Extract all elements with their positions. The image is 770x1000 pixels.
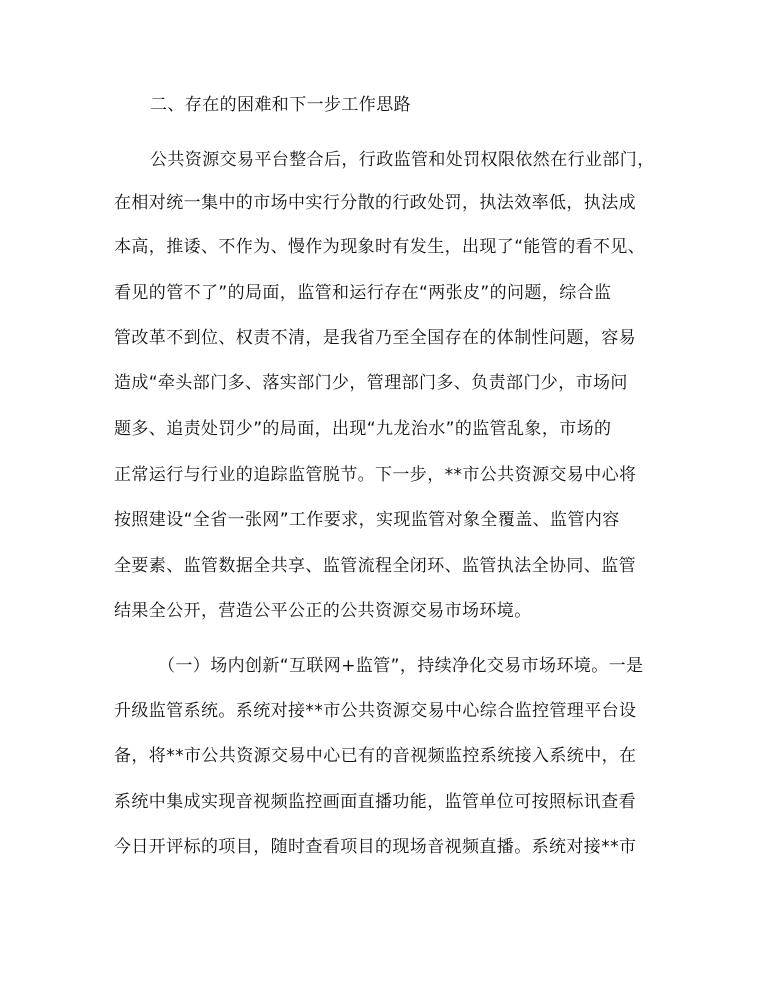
paragraph-line: 在相对统一集中的市场中实行分散的行政处罚，执法效率低，执法成 <box>114 193 636 213</box>
paragraph-line: 看见的管不了”的局面，监管和运行存在“两张皮”的问题，综合监 <box>114 283 612 303</box>
paragraph-line: 今日开评标的项目，随时查看项目的现场音视频直播。系统对接**市 <box>114 837 637 857</box>
paragraph-line: 造成“牵头部门多、落实部门少，管理部门多、负责部门少，市场问 <box>114 373 628 393</box>
paragraph-line: 公共资源交易平台整合后，行政监管和处罚权限依然在行业部门， <box>150 150 655 170</box>
paragraph-line: 系统中集成实现音视频监控画面直播功能，监管单位可按照标讯查看 <box>114 792 636 812</box>
paragraph-line: 本高，推诿、不作为、慢作为现象时有发生，出现了“能管的看不见、 <box>114 237 646 257</box>
paragraph-line: （一）场内创新“互联网+监管”，持续净化交易市场环境。一是 <box>158 656 644 676</box>
paragraph-line: 正常运行与行业的追踪监管脱节。下一步，**市公共资源交易中心将 <box>114 465 637 485</box>
section-heading: 二、存在的困难和下一步工作思路 <box>150 95 411 115</box>
paragraph-line: 升级监管系统。系统对接**市公共资源交易中心综合监控管理平台设 <box>114 701 637 721</box>
paragraph-line: 题多、追责处罚少”的局面，出现“九龙治水”的监管乱象，市场的 <box>114 419 612 439</box>
paragraph-line: 结果全公开，营造公平公正的公共资源交易市场环境。 <box>114 601 532 621</box>
paragraph-line: 备，将**市公共资源交易中心已有的音视频监控系统接入系统中，在 <box>114 746 637 766</box>
paragraph-line: 管改革不到位、权责不清，是我省乃至全国存在的体制性问题，容易 <box>114 328 636 348</box>
paragraph-line: 按照建设“全省一张网”工作要求，实现监管对象全覆盖、监管内容 <box>114 510 620 530</box>
paragraph-line: 全要素、监管数据全共享、监管流程全闭环、监管执法全协同、监管 <box>114 556 636 576</box>
